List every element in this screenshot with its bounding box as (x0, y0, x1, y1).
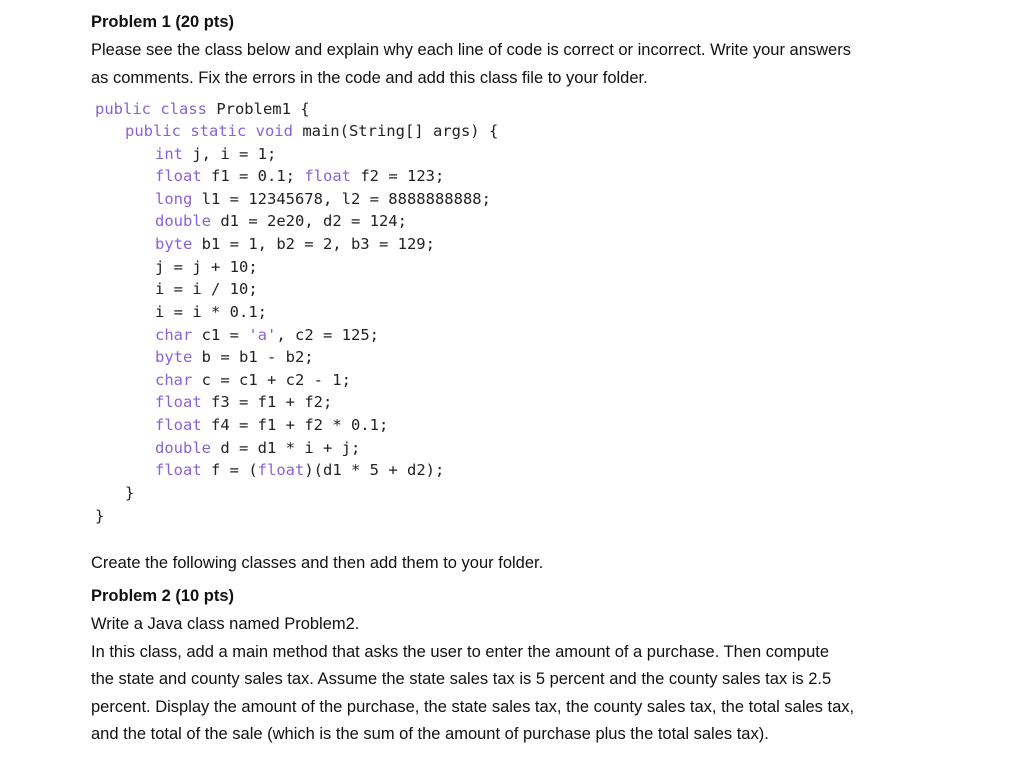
code-keyword: char (155, 326, 193, 344)
code-text: f = ( (201, 461, 258, 479)
code-keyword: byte (155, 235, 193, 253)
code-text: c = c1 + c2 - 1; (192, 371, 351, 389)
code-keyword: public class (95, 100, 207, 118)
code-text: )(d1 * 5 + d2); (304, 461, 445, 479)
code-line-12 (155, 348, 314, 366)
code-text: l1 = 12345678, l2 = 8888888888; (192, 190, 491, 208)
code-keyword: double (155, 212, 211, 230)
code-text: f4 = f1 + f2 * 0.1; (201, 416, 389, 434)
code-line-17 (155, 461, 444, 479)
problem2-line5: and the total of the sale (which is the sum of the amount of purchase plus the total sales tax). (91, 725, 769, 743)
code-keyword: int (155, 145, 183, 163)
code-keyword: float (304, 167, 351, 185)
problem1-intro-line1: Please see the class below and explain why each line of code is correct or incorrect. Write your answers (91, 41, 851, 59)
code-line-19: } (95, 507, 105, 525)
code-text: j, i = 1; (183, 145, 277, 163)
code-text: d = d1 * i + j; (211, 439, 361, 457)
code-text: b1 = 1, b2 = 2, b3 = 129; (192, 235, 435, 253)
code-line-5 (155, 190, 491, 208)
code-line-10: i = i * 0.1; (155, 303, 267, 321)
code-string: 'a' (248, 326, 277, 344)
code-text: c1 = (192, 326, 249, 344)
problem2-line4: percent. Display the amount of the purchase, the state sales tax, the county sales tax, the total sales tax, (91, 698, 855, 716)
code-line-8: j = j + 10; (155, 258, 258, 276)
code-line-11 (155, 326, 379, 344)
code-line-7 (155, 235, 435, 253)
create-classes-text: Create the following classes and then add them to your folder. (91, 554, 544, 572)
code-text: Problem1 { (206, 100, 310, 118)
code-line-18: } (125, 484, 135, 502)
code-text: d1 = 2e20, d2 = 124; (211, 212, 407, 230)
code-line-3 (155, 145, 276, 163)
code-keyword: float (155, 167, 202, 185)
problem2-line2: In this class, add a main method that asks the user to enter the amount of a purchase. Then compute (91, 643, 830, 661)
code-keyword: float (155, 461, 202, 479)
problem1-heading: Problem 1 (20 pts) (91, 13, 235, 31)
code-text: f2 = 123; (351, 167, 445, 185)
code-keyword: double (155, 439, 211, 457)
code-line-14 (155, 393, 332, 411)
code-keyword: float (155, 416, 202, 434)
problem2-line1: Write a Java class named Problem2. (91, 615, 360, 633)
code-line-16 (155, 439, 360, 457)
code-line-4 (155, 167, 444, 185)
code-line-2 (125, 122, 498, 140)
code-line-13 (155, 371, 351, 389)
code-text: f1 = 0.1; (201, 167, 305, 185)
code-keyword: long (155, 190, 193, 208)
code-keyword: char (155, 371, 193, 389)
code-text: b = b1 - b2; (192, 348, 314, 366)
code-line-9: i = i / 10; (155, 280, 258, 298)
code-line-1 (95, 100, 310, 118)
problem2-heading: Problem 2 (10 pts) (91, 587, 235, 605)
code-keyword: float (155, 393, 202, 411)
code-text: f3 = f1 + f2; (201, 393, 333, 411)
code-text: , c2 = 125; (276, 326, 379, 344)
code-line-15 (155, 416, 388, 434)
code-keyword: public static void (125, 122, 293, 140)
problem1-intro-line2: as comments. Fix the errors in the code and add this class file to your folder. (91, 69, 648, 87)
code-line-6 (155, 212, 407, 230)
code-keyword: float (257, 461, 305, 479)
code-keyword: byte (155, 348, 193, 366)
problem2-line3: the state and county sales tax. Assume the state sales tax is 5 percent and the county sales tax is 2.5 (91, 670, 832, 688)
code-text: main(String[] args) { (292, 122, 499, 140)
